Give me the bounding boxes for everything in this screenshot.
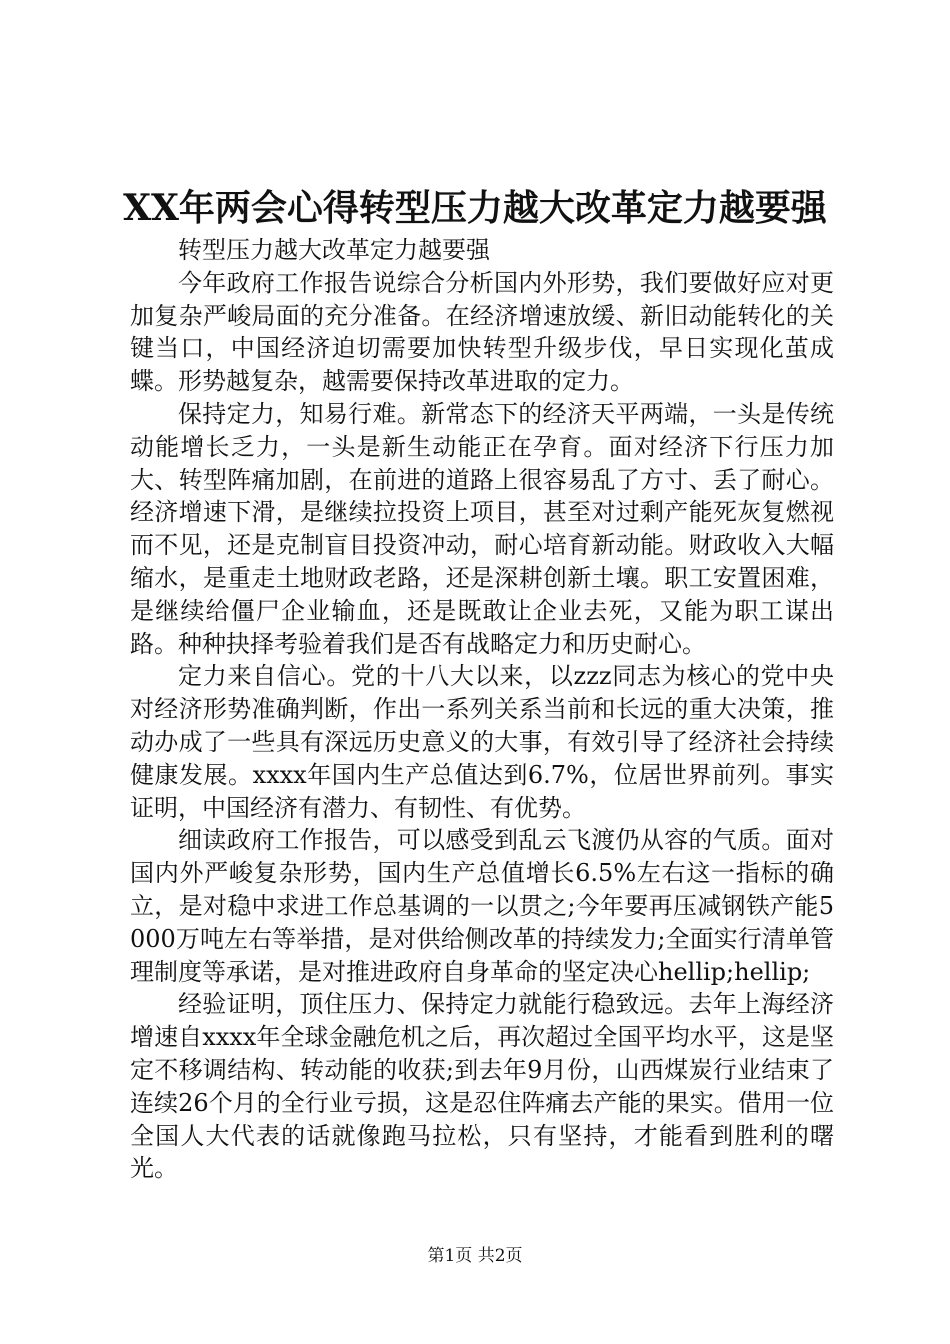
body-paragraph-1: 今年政府工作报告说综合分析国内外形势，我们要做好应对更加复杂严峻局面的充分准备。在经济增速放缓、新旧动能转化的关键当口，中国经济迫切需要加快转型升级步伐，早日实现化茧成蝶。形势越复杂，越需要保持改革进取的定力。	[130, 268, 834, 396]
page-number-indicator: 第1页 共2页	[427, 1246, 523, 1266]
body-paragraph-5: 经验证明，顶住压力、保持定力就能行稳致远。去年上海经济增速自xxxx年全球金融危机之后，再次超过全国平均水平，这是坚定不移调结构、转动能的收获;到去年9月份，山西煤炭行业结束了连续26个月的全行业亏损，这是忍住阵痛去产能的果实。借用一位全国人大代表的话就像跑马拉松，只有坚持，才能看到胜利的曙光。	[130, 990, 834, 1183]
body-paragraph-4: 细读政府工作报告，可以感受到乱云飞渡仍从容的气质。面对国内外严峻复杂形势，国内生产总值增长6.5%左右这一指标的确立，是对稳中求进工作总基调的一以贯之;今年要再压减钢铁产能5000万吨左右等举措，是对供给侧改革的持续发力;全面实行清单管理制度等承诺，是对推进政府自身革命的坚定决心hellip;hellip;	[130, 826, 834, 986]
subtitle-paragraph: 转型压力越大改革定力越要强	[178, 236, 490, 264]
page-footer	[0, 1245, 950, 1267]
body-paragraph-3: 定力来自信心。党的十八大以来，以zzz同志为核心的党中央对经济形势准确判断，作出一系列关系当前和长远的重大决策，推动办成了一些具有深远历史意义的大事，有效引导了经济社会持续健康发展。xxxx年国内生产总值达到6.7%，位居世界前列。事实证明，中国经济有潜力、有韧性、有优势。	[130, 662, 834, 822]
document-body	[130, 234, 834, 1185]
document-title: XX年两会心得转型压力越大改革定力越要强	[123, 187, 827, 229]
body-paragraph-2: 保持定力，知易行难。新常态下的经济天平两端，一头是传统动能增长乏力，一头是新生动能正在孕育。面对经济下行压力加大、转型阵痛加剧，在前进的道路上很容易乱了方寸、丢了耐心。经济增速下滑，是继续拉投资上项目，甚至对过剩产能死灰复燃视而不见，还是克制盲目投资冲动，耐心培育新动能。财政收入大幅缩水，是重走土地财政老路，还是深耕创新土壤。职工安置困难，是继续给僵尸企业输血，还是既敢让企业去死，又能为职工谋出路。种种抉择考验着我们是否有战略定力和历史耐心。	[130, 399, 834, 658]
